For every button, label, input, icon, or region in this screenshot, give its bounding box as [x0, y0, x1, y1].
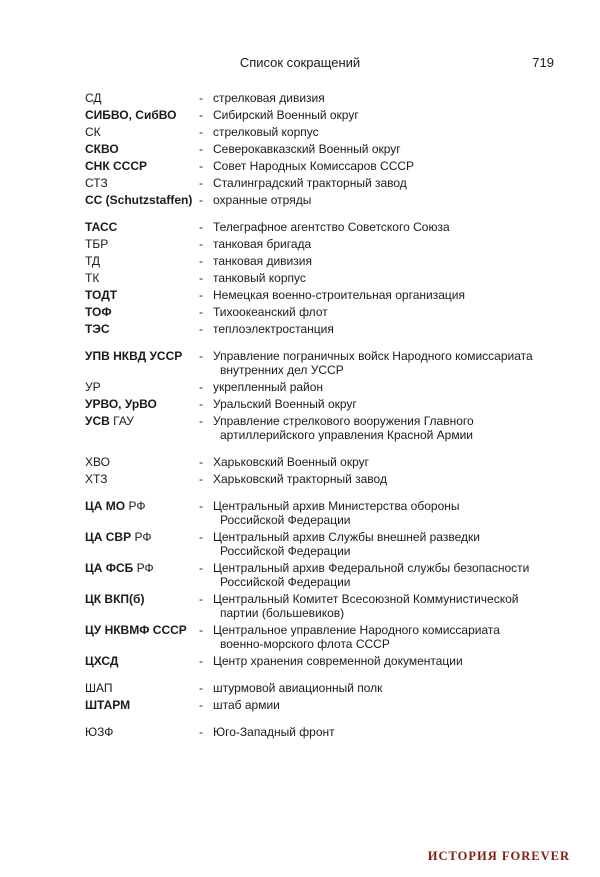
abbreviation-row: [85, 193, 555, 207]
definition-line: Управление стрелкового вооружения Главного: [213, 414, 474, 428]
abbreviation-part: ТБР: [85, 237, 109, 251]
abbreviation-definition: [213, 698, 555, 712]
abbreviation-definition: [213, 322, 555, 336]
abbreviation-definition: [213, 176, 555, 190]
abbreviation-definition: [213, 380, 555, 394]
abbreviation-term: [85, 220, 199, 234]
abbreviation-part: ТЭС: [85, 322, 110, 336]
publisher-logo: ИСТОРИЯ FOREVER: [427, 849, 570, 863]
definition-line: Совет Народных Комиссаров СССР: [213, 159, 415, 173]
abbreviation-term: [85, 91, 199, 105]
abbreviation-part: ХВО: [85, 455, 110, 469]
definition-line: танковый корпус: [213, 271, 306, 285]
definition-line: внутренних дел УССР: [220, 363, 344, 377]
abbreviation-part: СТЗ: [85, 176, 108, 190]
abbreviation-row: [85, 561, 555, 589]
abbreviation-definition: [213, 254, 555, 268]
abbreviation-term: [85, 397, 199, 411]
abbreviation-part: ЦХСД: [85, 654, 119, 668]
abbreviation-definition: [213, 623, 555, 651]
abbreviation-definition: [213, 725, 555, 739]
abbreviation-row: [85, 125, 555, 139]
abbreviation-part: ХТЗ: [85, 472, 108, 486]
abbreviation-list: [85, 91, 555, 739]
abbreviation-row: [85, 397, 555, 411]
abbreviation-part: ТАСС: [85, 220, 118, 234]
abbreviation-part: ТД: [85, 254, 101, 268]
abbreviation-definition: [213, 91, 555, 105]
dash-separator: -: [199, 472, 203, 486]
abbreviation-row: [85, 592, 555, 620]
abbreviation-definition: [213, 530, 555, 558]
definition-line: Харьковский тракторный завод: [213, 472, 387, 486]
abbreviation-part: СИБВО, СибВО: [85, 108, 177, 122]
abbreviation-term: [85, 159, 199, 173]
abbreviation-row: [85, 698, 555, 712]
definition-line: Тихоокеанский флот: [213, 305, 328, 319]
page-number: 719: [532, 55, 554, 70]
definition-line: Уральский Военный округ: [213, 397, 357, 411]
abbreviation-term: [85, 349, 199, 363]
abbreviation-term: [85, 176, 199, 190]
abbreviation-part: ЦА СВР: [85, 530, 132, 544]
definition-line: артиллерийского управления Красной Армии: [220, 428, 474, 442]
definition-line: Юго-Западный фронт: [213, 725, 335, 739]
abbreviation-row: [85, 237, 555, 251]
abbreviation-part: СНК СССР: [85, 159, 147, 173]
abbreviation-part: РФ: [125, 499, 146, 513]
dash-separator: -: [199, 530, 203, 544]
abbreviation-term: [85, 108, 199, 122]
definition-line: Харьковский Военный округ: [213, 455, 369, 469]
abbreviation-term: [85, 254, 199, 268]
abbreviation-term: [85, 561, 199, 575]
definition-line: Немецкая военно-строительная организация: [213, 288, 465, 302]
definition-line: штурмовой авиационный полк: [213, 681, 383, 695]
definition-line: Северокавказский Военный округ: [213, 142, 401, 156]
definition-line: стрелковая дивизия: [213, 91, 325, 105]
dash-separator: -: [199, 176, 203, 190]
abbreviation-term: [85, 305, 199, 319]
dash-separator: -: [199, 592, 203, 606]
abbreviation-term: [85, 530, 199, 544]
abbreviation-term: [85, 237, 199, 251]
abbreviation-term: [85, 414, 199, 428]
dash-separator: -: [199, 220, 203, 234]
dash-separator: -: [199, 654, 203, 668]
abbreviation-term: [85, 193, 199, 207]
definition-line: Центр хранения современной документации: [213, 654, 463, 668]
abbreviation-row: [85, 305, 555, 319]
abbreviation-term: [85, 592, 199, 606]
abbreviation-part: ЦА ФСБ: [85, 561, 134, 575]
abbreviation-definition: [213, 220, 555, 234]
abbreviation-definition: [213, 681, 555, 695]
abbreviation-term: [85, 623, 199, 637]
abbreviation-row: [85, 91, 555, 105]
page-header: [0, 55, 600, 71]
abbreviation-part: ГАУ: [109, 414, 134, 428]
abbreviation-part: СД: [85, 91, 102, 105]
definition-line: Сибирский Военный округ: [213, 108, 359, 122]
dash-separator: -: [199, 288, 203, 302]
definition-line: Управление пограничных войск Народного комиссариата: [213, 349, 533, 363]
abbreviation-group: [85, 499, 555, 668]
definition-line: танковая бригада: [213, 237, 312, 251]
abbreviation-term: [85, 288, 199, 302]
abbreviation-group: [85, 220, 555, 336]
abbreviation-definition: [213, 455, 555, 469]
abbreviation-row: [85, 472, 555, 486]
dash-separator: -: [199, 142, 203, 156]
abbreviation-part: УСВ: [85, 414, 110, 428]
abbreviation-part: УРВО, УрВО: [85, 397, 157, 411]
abbreviation-term: [85, 725, 199, 739]
dash-separator: -: [199, 159, 203, 173]
dash-separator: -: [199, 349, 203, 363]
dash-separator: -: [199, 499, 203, 513]
abbreviation-part: РФ: [133, 561, 154, 575]
dash-separator: -: [199, 681, 203, 695]
dash-separator: -: [199, 414, 203, 428]
definition-line: теплоэлектростанция: [213, 322, 334, 336]
abbreviation-part: СК: [85, 125, 101, 139]
abbreviation-definition: [213, 472, 555, 486]
abbreviation-group: [85, 725, 555, 739]
abbreviation-part: ЦА МО: [85, 499, 126, 513]
abbreviation-term: [85, 380, 199, 394]
definition-line: штаб армии: [213, 698, 280, 712]
definition-line: Телеграфное агентство Советского Союза: [213, 220, 450, 234]
abbreviation-definition: [213, 108, 555, 122]
abbreviation-part: ЦК ВКП(б): [85, 592, 145, 606]
definition-line: Центральный архив Службы внешней разведки: [213, 530, 480, 544]
abbreviation-definition: [213, 414, 555, 442]
abbreviation-term: [85, 654, 199, 668]
definition-line: Центральное управление Народного комиссариата: [213, 623, 500, 637]
abbreviation-term: [85, 681, 199, 695]
abbreviation-part: ТОДТ: [85, 288, 118, 302]
dash-separator: -: [199, 623, 203, 637]
dash-separator: -: [199, 193, 203, 207]
abbreviation-definition: [213, 271, 555, 285]
abbreviation-definition: [213, 237, 555, 251]
definition-line: военно-морского флота СССР: [220, 637, 390, 651]
dash-separator: -: [199, 108, 203, 122]
definition-line: стрелковый корпус: [213, 125, 319, 139]
abbreviation-part: ШТАРМ: [85, 698, 131, 712]
abbreviation-part: ТК: [85, 271, 100, 285]
abbreviation-term: [85, 455, 199, 469]
definition-line: танковая дивизия: [213, 254, 312, 268]
abbreviation-row: [85, 254, 555, 268]
abbreviation-term: [85, 125, 199, 139]
abbreviation-part: ТОФ: [85, 305, 112, 319]
abbreviation-definition: [213, 125, 555, 139]
abbreviation-part: УПВ НКВД УССР: [85, 349, 183, 363]
abbreviation-row: [85, 288, 555, 302]
abbreviation-row: [85, 349, 555, 377]
dash-separator: -: [199, 455, 203, 469]
dash-separator: -: [199, 322, 203, 336]
abbreviation-definition: [213, 397, 555, 411]
abbreviation-row: [85, 725, 555, 739]
definition-line: партии (большевиков): [220, 606, 345, 620]
abbreviation-row: [85, 142, 555, 156]
abbreviation-group: [85, 681, 555, 712]
abbreviation-definition: [213, 561, 555, 589]
abbreviation-part: ЦУ НКВМФ СССР: [85, 623, 187, 637]
abbreviation-definition: [213, 142, 555, 156]
abbreviation-term: [85, 271, 199, 285]
abbreviation-part: СКВО: [85, 142, 119, 156]
abbreviation-term: [85, 499, 199, 513]
abbreviation-part: СС (Schutzstaffen): [85, 193, 193, 207]
definition-line: Российской Федерации: [220, 513, 351, 527]
abbreviation-group: [85, 349, 555, 442]
dash-separator: -: [199, 91, 203, 105]
abbreviation-term: [85, 142, 199, 156]
abbreviation-row: [85, 108, 555, 122]
definition-line: Российской Федерации: [220, 544, 351, 558]
abbreviation-part: ЮЗФ: [85, 725, 114, 739]
definition-line: Центральный Комитет Всесоюзной Коммунистической: [213, 592, 519, 606]
abbreviation-row: [85, 499, 555, 527]
dash-separator: -: [199, 271, 203, 285]
abbreviation-row: [85, 176, 555, 190]
dash-separator: -: [199, 305, 203, 319]
abbreviation-group: [85, 455, 555, 486]
definition-line: укрепленный район: [213, 380, 324, 394]
definition-line: Сталинградский тракторный завод: [213, 176, 407, 190]
abbreviation-definition: [213, 499, 555, 527]
abbreviation-group: [85, 91, 555, 207]
abbreviation-part: ШАП: [85, 681, 113, 695]
dash-separator: -: [199, 125, 203, 139]
page-title: Список сокращений: [239, 55, 361, 70]
dash-separator: -: [199, 725, 203, 739]
abbreviation-definition: [213, 349, 555, 377]
abbreviation-definition: [213, 305, 555, 319]
abbreviation-definition: [213, 193, 555, 207]
definition-line: охранные отряды: [213, 193, 312, 207]
dash-separator: -: [199, 397, 203, 411]
abbreviation-part: УР: [85, 380, 101, 394]
abbreviation-row: [85, 322, 555, 336]
abbreviation-definition: [213, 288, 555, 302]
abbreviation-row: [85, 414, 555, 442]
abbreviation-term: [85, 322, 199, 336]
abbreviation-row: [85, 380, 555, 394]
abbreviation-definition: [213, 654, 555, 668]
abbreviation-row: [85, 654, 555, 668]
dash-separator: -: [199, 380, 203, 394]
abbreviation-row: [85, 455, 555, 469]
definition-line: Центральный архив Федеральной службы безопасности: [213, 561, 530, 575]
definition-line: Российской Федерации: [220, 575, 351, 589]
abbreviation-term: [85, 472, 199, 486]
abbreviation-row: [85, 271, 555, 285]
definition-line: Центральный архив Министерства обороны: [213, 499, 460, 513]
dash-separator: -: [199, 254, 203, 268]
abbreviation-row: [85, 530, 555, 558]
dash-separator: -: [199, 237, 203, 251]
abbreviation-part: РФ: [131, 530, 152, 544]
abbreviation-row: [85, 220, 555, 234]
abbreviation-row: [85, 159, 555, 173]
abbreviation-definition: [213, 159, 555, 173]
dash-separator: -: [199, 561, 203, 575]
abbreviation-term: [85, 698, 199, 712]
abbreviation-row: [85, 681, 555, 695]
abbreviation-row: [85, 623, 555, 651]
dash-separator: -: [199, 698, 203, 712]
abbreviation-definition: [213, 592, 555, 620]
